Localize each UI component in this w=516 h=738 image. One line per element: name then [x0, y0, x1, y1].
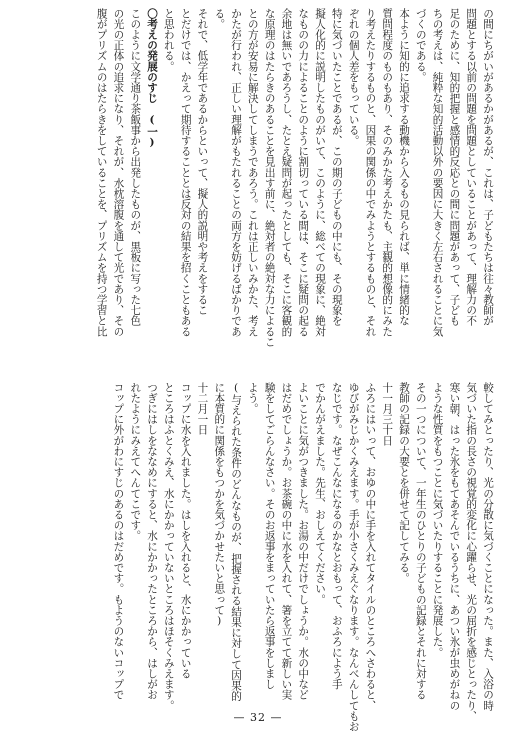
text-column: はだめでしょうか。お茶碗の中に水を入れて、箸を立てて新しい実 — [280, 382, 293, 700]
text-column: 験をしてごらんなさい。そのお返事をまっていたら返事をしまし — [263, 382, 276, 690]
text-column: 擬人化的に説明したものがいて、このように、総べての現象に、絶対 — [314, 8, 327, 337]
text-column: なじです。なぜこんなになるのかなとおもって、おふろによう手 — [330, 382, 343, 690]
text-column: 寒い朝、はった氷をもてあそんでいるうちに、あつい氷が虫めがねの — [448, 382, 461, 711]
text-column: つぎにはしをななめにすると、水にかかったところから、はしがお — [146, 382, 159, 700]
text-column: ような性質をもつことに気づいたりすることに発展した。 — [431, 382, 444, 658]
text-column: 十一月三十日 — [381, 382, 394, 446]
text-column: り考えたりするものと、因果の関係の中でみようとするものと、それ — [364, 8, 377, 337]
text-column: でかんがえました。先生、おしえてください。 — [314, 382, 327, 605]
text-column: の間にちがいがあるかがあるが、これは、子どもたちは往々教師が — [482, 8, 494, 326]
text-column: それで、低学年であるからといって、擬人的説明や考えをするこ — [196, 8, 209, 316]
text-column: れたようにみえてへんてこです。 — [129, 382, 142, 541]
text-column: 教師の記録の大要とを併せて記してみる。 — [398, 382, 411, 584]
text-column: コップに外がわにすじのあるのはだめです。もようのないコップで — [112, 382, 125, 700]
text-column: ゆびがみじかくみえます。手が小さくみえぐなります。なんべんしてもお — [347, 382, 360, 732]
text-column: づくのである。 — [414, 8, 427, 83]
text-column: このように文学通り茶飯事から出発したものが、黒板に写った七色 — [129, 8, 142, 326]
text-column: 足のために、知的把握と感情的反応との間に問題があって、子ども — [448, 8, 461, 326]
text-column: 気づいた指の長さの視覚的変化に心躍らせ、光の屈折を感じとったり、 — [465, 382, 478, 722]
text-column: 問題とする以前の問題を問題としていることがあって、理解力の不 — [465, 8, 478, 326]
text-column: 十二月一日 — [196, 382, 209, 435]
page-number: — 32 — — [233, 711, 283, 724]
text-column: る。 — [213, 8, 226, 30]
text-column: なものの力によることのように割切っている間は、そこに疑問の起る — [297, 8, 310, 337]
upper-text-block — [93, 8, 496, 354]
text-column: よう。 — [246, 382, 259, 414]
text-column: との方が安易に解決してしまうであろう。これは正しいみかた、考え — [246, 8, 259, 337]
text-column: 本ように知的に追求する動機から入るもの見られば、単に情緒的な — [398, 8, 411, 326]
text-column: 較してみとったり、光の分散に気づくことになった。また、入浴の時 — [482, 382, 494, 711]
text-column: (与えられた条件のどんなものが、把握される結果に対して因果的 — [230, 382, 243, 702]
text-column: の光の正体の追求になり、それが、水枕溶腹を通して光であり、その — [112, 8, 125, 337]
text-column: 質問程度のものもあり、そのみかた考えかたも、主観的想像的にみた — [381, 8, 394, 337]
text-column: な原理のはたらきのあることを見出す前に、絶対者の絶対な力によるこ — [263, 8, 276, 348]
text-column: と思われる。 — [162, 8, 175, 72]
text-column: よいことに気がつきました。お湯の中だけでしょうか。水の中など — [297, 382, 310, 700]
text-column: コップに水を入れました。はしを入れると、水にかかっている — [179, 382, 192, 679]
text-column: とだけでは、かえって期待することとは反対の結果を招くこともある — [179, 8, 192, 337]
section-heading: 〇考えの発展のすじ (一) — [146, 8, 159, 149]
text-column: その一つについて、一年生のひとりの子どもの記録とそれに対する — [414, 382, 427, 700]
text-column: 余地は無いであろうし、たとえ疑問が起ったとしても、そこに客観的 — [280, 8, 293, 337]
text-column: 特に気づいたことであるが、この期の子どもの中にも、その現象を — [330, 8, 343, 326]
text-column: ぞれの個人差をもっている。 — [347, 8, 360, 146]
text-column: に本質的に関係をもつかを気づかせたいと思って) — [213, 382, 226, 628]
text-column: ところはふとくみえ、水にかかっていないところはほそくみえます。 — [162, 382, 175, 711]
text-column: ふろにはいって、おゆの中に手を入れてタイルのところへさわると、 — [364, 382, 377, 711]
text-column: かたが行われ、正しい理解がもたれることの両方を妨げるばかりであ — [230, 8, 243, 337]
text-column: 腹がプリズムのはたらきをしていることを、プリズムを持つ学習と比 — [95, 8, 108, 337]
text-column: ちの考えは、純粋な知的活動以外の要因に大きく左右されることに気 — [431, 8, 444, 337]
